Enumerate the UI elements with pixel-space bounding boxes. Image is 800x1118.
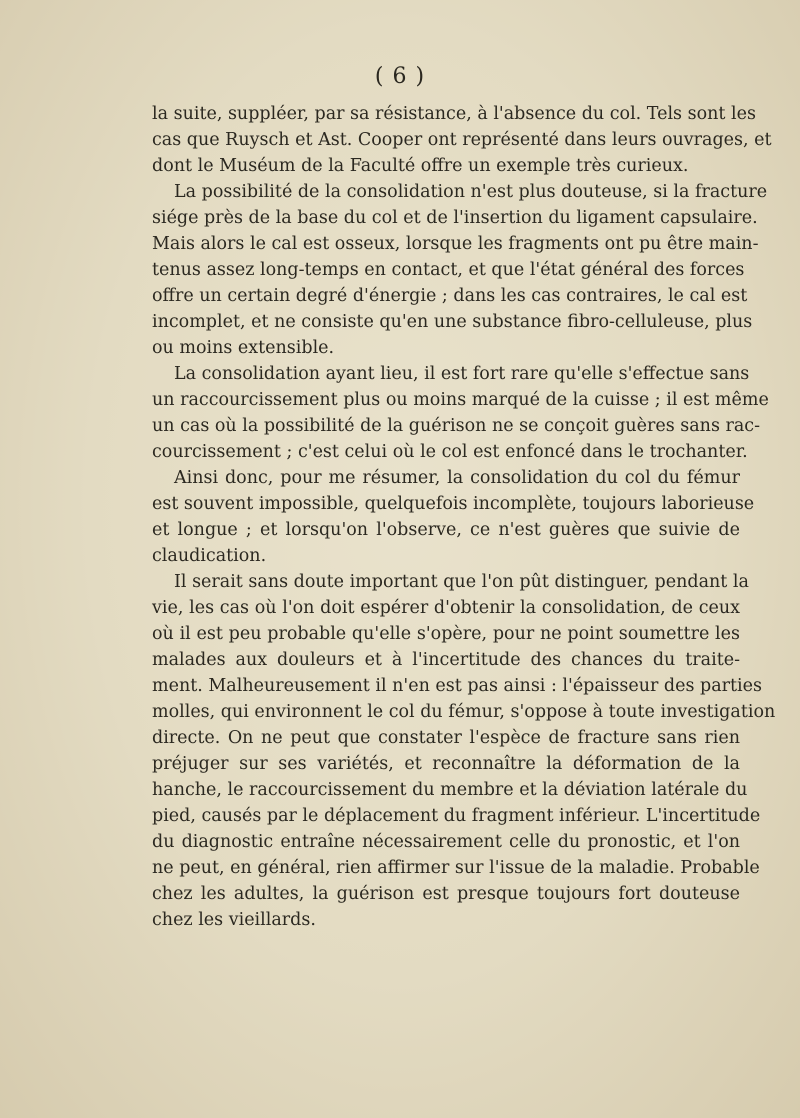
text-line: courcissement ; c'est celui où le col est enfoncé dans le trochanter. xyxy=(152,442,748,462)
text-line: vie, les cas où l'on doit espérer d'obtenir la consolidation, de ceux xyxy=(152,598,740,618)
text-line: dont le Muséum de la Faculté offre un exemple très curieux. xyxy=(152,156,689,176)
text-line: molles, qui environnent le col du fémur, s'oppose à toute investigation xyxy=(152,702,776,722)
text-line: et longue ; et lorsqu'on l'observe, ce n'est guères que suivie de xyxy=(152,520,740,540)
text-line: ne peut, en général, rien affirmer sur l'issue de la maladie. Probable xyxy=(152,858,760,878)
text-line: ou moins extensible. xyxy=(152,338,335,358)
text-line: ment. Malheureusement il n'en est pas ainsi : l'épaisseur des parties xyxy=(152,676,762,696)
text-line: siége près de la base du col et de l'insertion du ligament capsulaire. xyxy=(152,208,758,228)
text-line: est souvent impossible, quelquefois incomplète, toujours laborieuse xyxy=(152,494,755,514)
text-line: chez les vieillards. xyxy=(152,910,316,930)
body-text xyxy=(152,101,776,933)
page-number: ( 6 ) xyxy=(374,64,426,89)
text-line: offre un certain degré d'énergie ; dans les cas contraires, le cal est xyxy=(152,286,748,306)
text-line: claudication. xyxy=(152,546,267,566)
text-line: tenus assez long-temps en contact, et que l'état général des forces xyxy=(152,260,745,280)
text-line: la suite, suppléer, par sa résistance, à l'absence du col. Tels sont les xyxy=(152,104,756,124)
text-line: La consolidation ayant lieu, il est fort rare qu'elle s'effectue sans xyxy=(174,364,750,384)
text-line: Il serait sans doute important que l'on pût distinguer, pendant la xyxy=(174,572,749,592)
text-line: chez les adultes, la guérison est presque toujours fort douteuse xyxy=(152,884,740,904)
text-line: un cas où la possibilité de la guérison ne se conçoit guères sans rac- xyxy=(152,416,761,436)
text-line: Mais alors le cal est osseux, lorsque les fragments ont pu être main- xyxy=(152,234,759,254)
text-line: directe. On ne peut que constater l'espèce de fracture sans rien xyxy=(152,728,740,748)
text-line: incomplet, et ne consiste qu'en une substance fibro-celluleuse, plus xyxy=(152,312,753,332)
text-line: où il est peu probable qu'elle s'opère, pour ne point soumettre les xyxy=(152,624,740,644)
text-line: un raccourcissement plus ou moins marqué de la cuisse ; il est même xyxy=(152,390,769,410)
text-line: malades aux douleurs et à l'incertitude des chances du traite- xyxy=(152,650,740,670)
text-line: du diagnostic entraîne nécessairement celle du pronostic, et l'on xyxy=(152,832,740,852)
text-line: préjuger sur ses variétés, et reconnaître la déformation de la xyxy=(152,754,740,774)
text-line: cas que Ruysch et Ast. Cooper ont représenté dans leurs ouvrages, et xyxy=(152,130,772,150)
text-line: hanche, le raccourcissement du membre et la déviation latérale du xyxy=(152,780,748,800)
text-line: La possibilité de la consolidation n'est plus douteuse, si la fracture xyxy=(174,182,768,202)
text-line: pied, causés par le déplacement du fragment inférieur. L'incertitude xyxy=(152,806,761,826)
text-line: Ainsi donc, pour me résumer, la consolidation du col du fémur xyxy=(174,468,740,488)
